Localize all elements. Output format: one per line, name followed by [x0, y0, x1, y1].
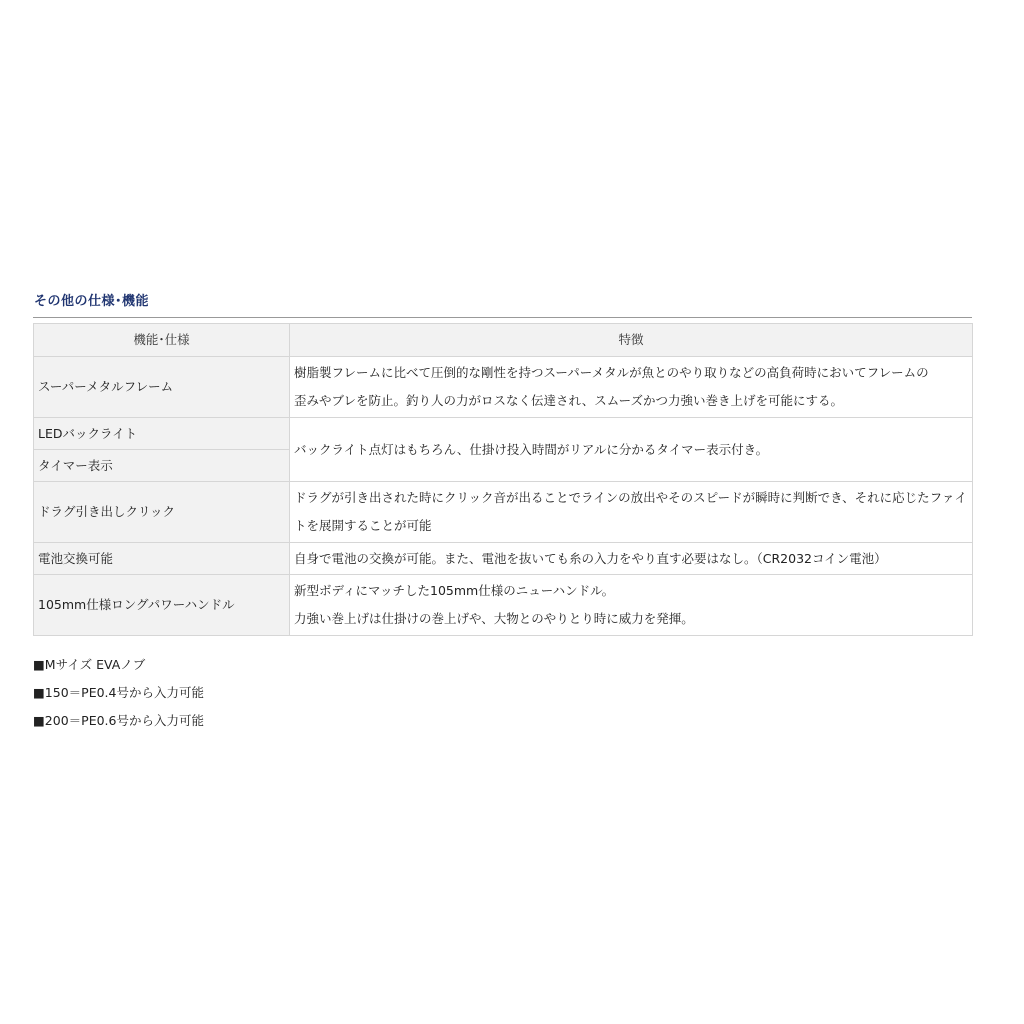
spec-table — [33, 323, 973, 636]
description-line: 歪みやブレを防止。釣り人の力がロスなく伝達され、スムーズかつ力強い巻き上げを可能にする。 — [294, 393, 844, 408]
description-line: 力強い巻上げは仕掛けの巻上げや、大物とのやりとり時に威力を発揮。 — [294, 611, 694, 626]
description-line: トを展開することが可能 — [294, 518, 432, 533]
note-item: ■Mサイズ EVAノブ — [33, 657, 146, 672]
table-row — [34, 575, 973, 636]
header-feature: 機能･仕様 — [34, 324, 290, 357]
description-cell — [290, 575, 973, 636]
table-row — [34, 482, 973, 543]
section-title: その他の仕様･機能 — [34, 294, 150, 309]
header-description: 特徴 — [290, 324, 973, 357]
title-divider — [33, 317, 972, 318]
table-row — [34, 543, 973, 575]
feature-cell: スーパーメタルフレーム — [34, 357, 290, 418]
description-cell — [290, 482, 973, 543]
feature-cell: 電池交換可能 — [34, 543, 290, 575]
feature-cell: LEDバックライト — [34, 418, 290, 450]
description-line: 新型ボディにマッチした105mm仕様のニューハンドル。 — [294, 583, 615, 598]
feature-cell: 105mm仕様ロングパワーハンドル — [34, 575, 290, 636]
table-row — [34, 418, 973, 450]
description-line: ドラグが引き出された時にクリック音が出ることでラインの放出やそのスピードが瞬時に判断でき、それに応じたファイ — [294, 490, 967, 505]
description-line: バックライト点灯はもちろん、仕掛け投入時間がリアルに分かるタイマー表示付き。 — [294, 441, 769, 457]
description-cell — [290, 357, 973, 418]
table-row — [34, 357, 973, 418]
feature-cell: ドラグ引き出しクリック — [34, 482, 290, 543]
note-item: ■200＝PE0.6号から入力可能 — [33, 713, 204, 728]
table-header-row — [34, 324, 973, 357]
description-cell — [290, 543, 973, 575]
description-line: 樹脂製フレームに比べて圧倒的な剛性を持つスーパーメタルが魚とのやり取りなどの高負荷時においてフレームの — [294, 365, 929, 380]
feature-cell: タイマー表示 — [34, 450, 290, 482]
description-line: 自身で電池の交換が可能。また、電池を抜いても糸の入力をやり直す必要はなし。（CR2032コイン電池） — [294, 550, 887, 566]
description-cell — [290, 418, 973, 482]
note-item: ■150＝PE0.4号から入力可能 — [33, 685, 204, 700]
notes-list — [33, 651, 204, 735]
